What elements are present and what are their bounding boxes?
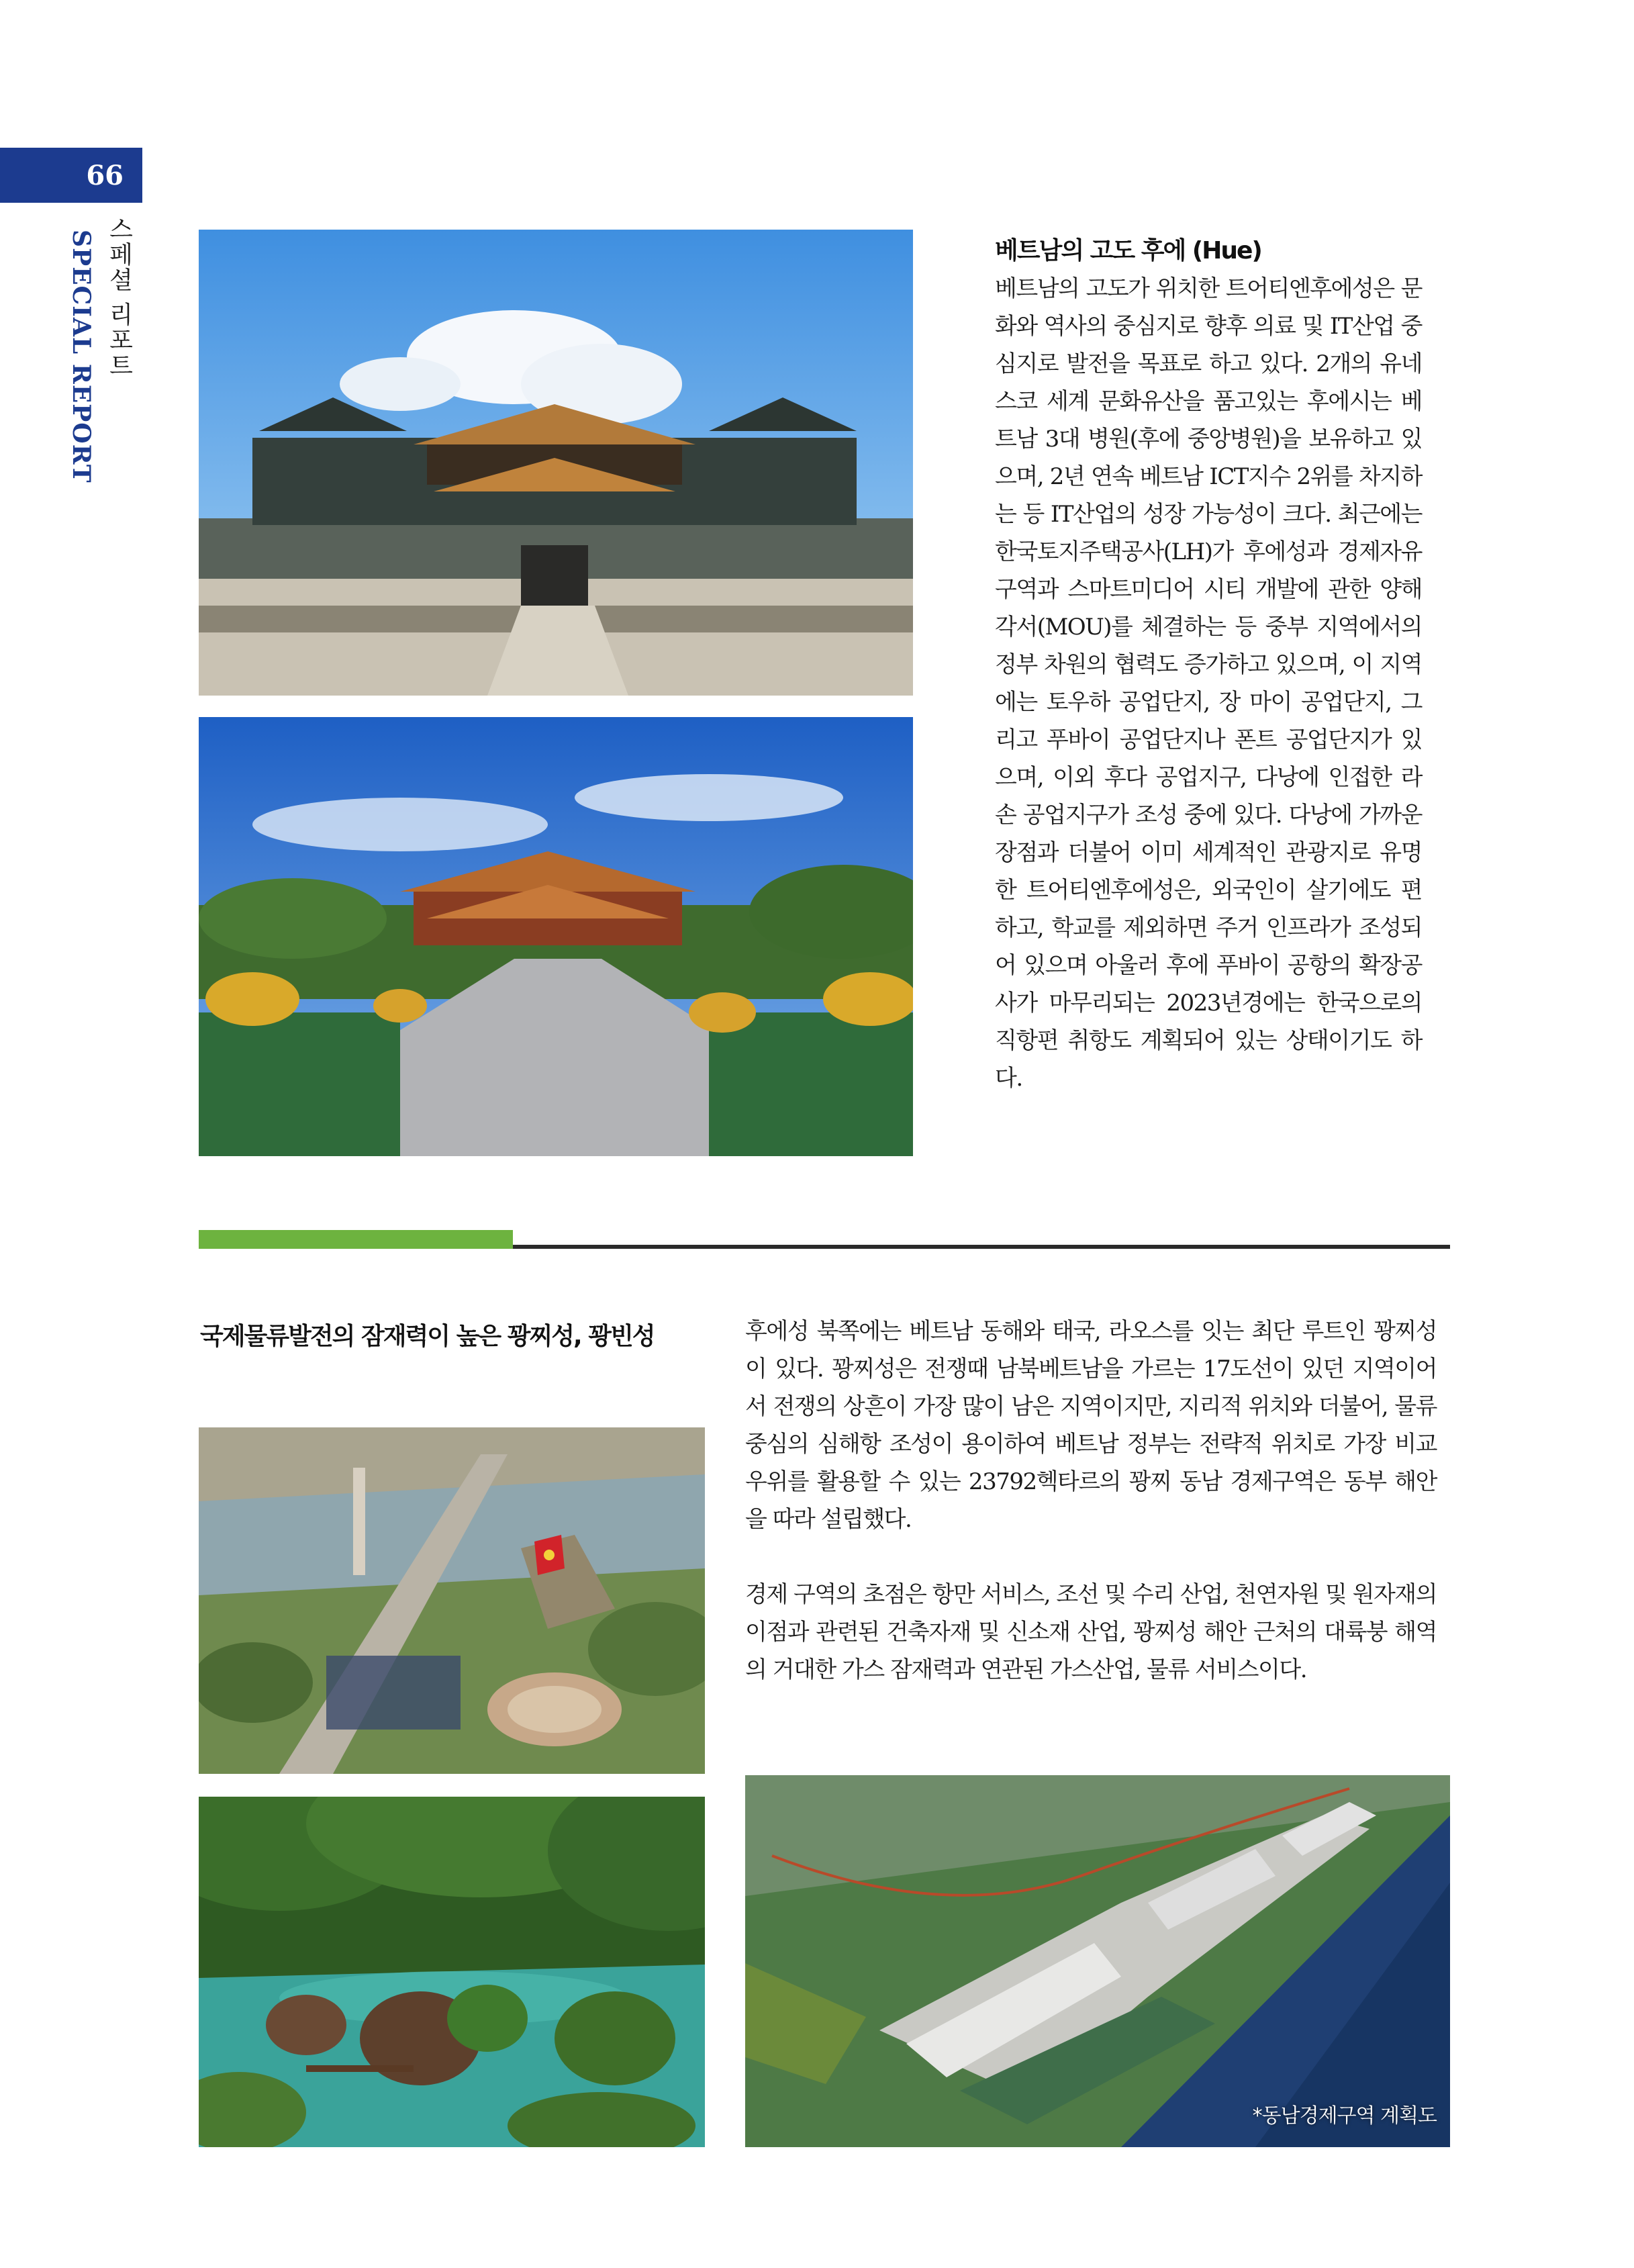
page-number: 66 [86,160,124,191]
section2-paragraph-2: 경제 구역의 초점은 항만 서비스, 조선 및 수리 산업, 천연자원 및 원자재의 이점과 관련된 건축자재 및 신소재 산업, 꽝찌성 해안 근처의 대륙붕 해역의 거대한 가스 잠재력과 연관된 가스산업, 물류 서비스이다. [745,1581,1437,1683]
section1-body [995,270,1422,1097]
divider-line [513,1245,1450,1249]
ngo-mon-gate-photo [199,717,913,1156]
phong-nha-karst-lake-photo [199,1797,705,2147]
hien-luong-bridge-aerial-photo [199,1427,705,1774]
running-head-english: SPECIAL REPORT [67,230,95,483]
section1-paragraph: 베트남의 고도가 위치한 트어티엔후에성은 문화와 역사의 중심지로 향후 의료 및 IT산업 중심지로 발전을 목표로 하고 있다. 2개의 유네스코 세계 문화유산을 품고있는 후에시는 베트남 3대 병원(후에 중앙병원)을 보유하고 있으며, 2년 연속 베트남 ICT지수 2위를 차지하는 등 IT산업의 성장 가능성이 크다. 최근에는 한국토지주택공사(LH)가 후에성과 경제자유구역과 스마트미디어 시티 개발에 관한 양해각서(MOU)를 체결하는 등 중부 지역에서의 정부 차원의 협력도 증가하고 있으며, 이 지역에는 토우하 공업단지, 장 마이 공업단지, 그리고 푸바이 공업단지나 폰트 공업단지가 있으며, 이외 후다 공업지구, 다낭에 인접한 라손 공업지구가 조성 중에 있다. 다낭에 가까운 장점과 더불어 이미 세계적인 관광지로 유명한 트어티엔후에성은, 외국인이 살기에도 편하고, 학교를 제외하면 주거 인프라가 조성되어 있으며 아울러 후에 푸바이 공항의 확장공사가 마무리되는 2023년경에는 한국으로의 직항편 취항도 계획되어 있는 상태이기도 하다. [995,275,1422,1092]
running-head-korean: 스페셜 리포트 [105,216,133,379]
divider-accent [199,1230,513,1249]
map-caption: *동남경제구역 계획도 [1252,2104,1437,2128]
hue-citadel-gate-photo [199,230,913,696]
section2-body [745,1313,1437,1689]
page-number-tab [0,148,142,203]
economic-zone-plan-map [745,1775,1450,2147]
section2-heading: 국제물류발전의 잠재력이 높은 꽝찌성, 꽝빈성 [200,1323,655,1350]
section2-paragraph-1: 후에성 북쪽에는 베트남 동해와 태국, 라오스를 잇는 최단 루트인 꽝찌성이 있다. 꽝찌성은 전쟁때 남북베트남을 가르는 17도선이 있던 지역이어서 전쟁의 상흔이 가장 많이 남은 지역이지만, 지리적 위치와 더불어, 물류 중심의 심해항 조성이 용이하여 베트남 정부는 전략적 위치로 가장 비교 우위를 활용할 수 있는 23792헥타르의 꽝찌 동남 경제구역은 동부 해안을 따라 설립했다. [745,1318,1437,1533]
section1-heading: 베트남의 고도 후에 (Hue) [995,237,1261,265]
